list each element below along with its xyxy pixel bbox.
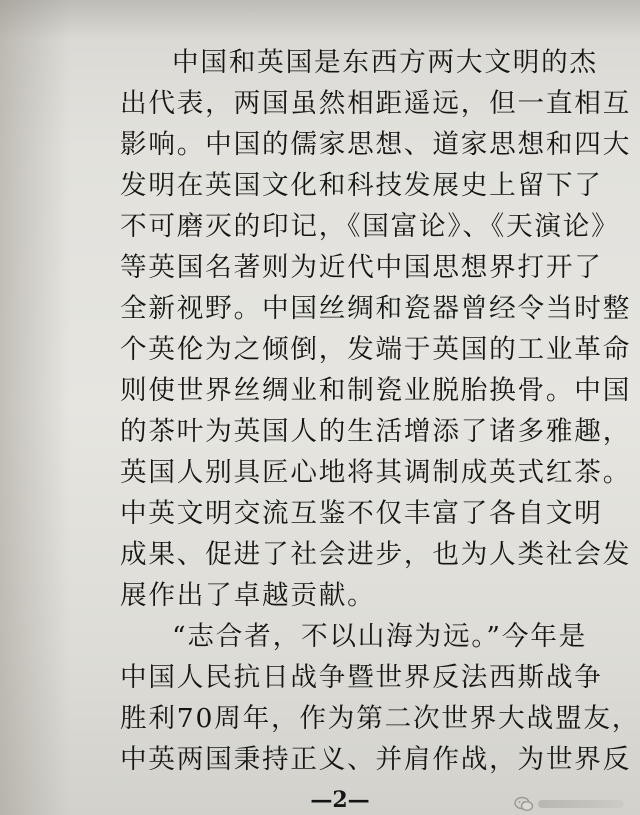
wechat-icon xyxy=(514,796,534,812)
paragraph-2-line: 中国人民抗日战争暨世界反法西斯战争 xyxy=(120,662,603,693)
watermark-smudge xyxy=(538,800,624,808)
paragraph-2-line: “志合者，不以山海为远。”今年是 xyxy=(172,621,588,652)
paragraph-1-line: 不可磨灭的印记，《国富论》、《天演论》 xyxy=(120,211,620,242)
paragraph-1-line: 中英文明交流互鉴不仅丰富了各自文明 xyxy=(120,498,603,529)
paragraph-1-line: 的茶叶为英国人的生活增添了诸多雅趣， xyxy=(120,416,632,447)
paragraph-1-line: 个英伦为之倾倒，发端于英国的工业革命 xyxy=(120,334,632,365)
watermark xyxy=(514,795,632,813)
paragraph-1-line: 出代表，两国虽然相距遥远，但一直相互 xyxy=(120,88,632,119)
paragraph-1-line: 发明在英国文化和科技发展史上留下了 xyxy=(120,170,603,201)
paragraph-2-line: 胜利70周年，作为第二次世界大战盟友， xyxy=(120,703,640,734)
paragraph-1-line: 则使世界丝绸业和制瓷业脱胎换骨。中国 xyxy=(120,375,632,406)
paragraph-1-line: 展作出了卓越贡献。 xyxy=(120,580,376,611)
paragraph-1-line: 全新视野。中国丝绸和瓷器曾经令当时整 xyxy=(120,293,632,324)
paragraph-2-line: 中英两国秉持正义、并肩作战，为世界反 xyxy=(120,744,632,775)
paragraph-1-line: 等英国名著则为近代中国思想界打开了 xyxy=(120,252,603,283)
page-number: —2— xyxy=(310,787,370,813)
paragraph-1-line: 影响。中国的儒家思想、道家思想和四大 xyxy=(120,129,632,160)
paragraph-1-line: 中国和英国是东西方两大文明的杰 xyxy=(172,47,598,78)
paragraph-1-line: 英国人别具匠心地将其调制成英式红茶。 xyxy=(120,457,632,488)
paragraph-1-line: 成果、促进了社会进步，也为人类社会发 xyxy=(120,539,632,570)
